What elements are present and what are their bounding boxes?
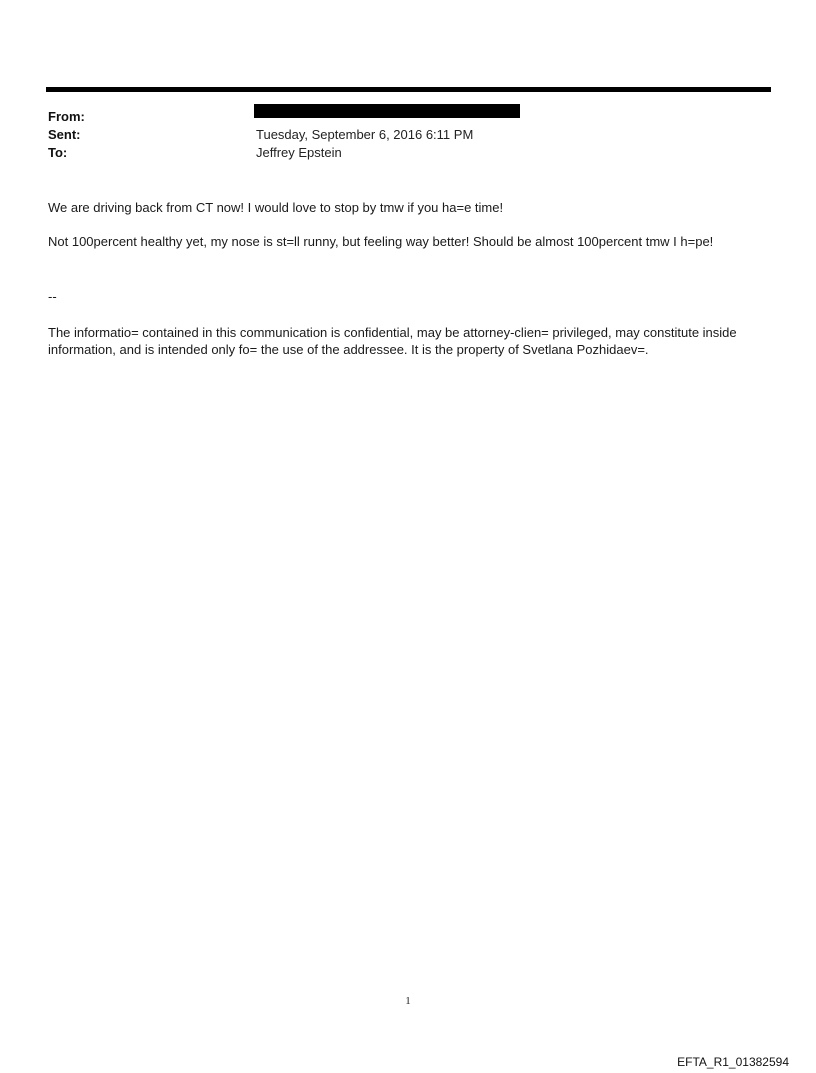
- to-value: Jeffrey Epstein: [256, 145, 342, 160]
- body-paragraph-1: We are driving back from CT now! I would love to stop by tmw if you ha=e time!: [48, 200, 504, 215]
- header-rule: [46, 87, 771, 92]
- redaction-box: [254, 104, 520, 118]
- email-header: [48, 108, 748, 162]
- sent-row: [48, 126, 748, 144]
- sent-value: Tuesday, September 6, 2016 6:11 PM: [256, 127, 474, 142]
- from-row: [48, 108, 748, 126]
- from-label: From:: [48, 109, 85, 124]
- to-label: To:: [48, 145, 68, 160]
- confidentiality-disclaimer: The informatio= contained in this communication is confidential, may be attorney-clien= privileged, may constitute inside information, and is intended only fo= the use of the addressee. It is the property of Svetlana Pozhidaev=.: [48, 325, 737, 357]
- to-row: [48, 144, 748, 162]
- page-number: 1: [405, 995, 411, 1007]
- sent-label: Sent:: [48, 127, 81, 142]
- body-paragraph-2: Not 100percent healthy yet, my nose is st=ll runny, but feeling way better! Should be almost 100percent tmw I h=pe!: [48, 234, 714, 249]
- bates-number: EFTA_R1_01382594: [677, 1055, 789, 1069]
- signature-separator: --: [48, 289, 57, 304]
